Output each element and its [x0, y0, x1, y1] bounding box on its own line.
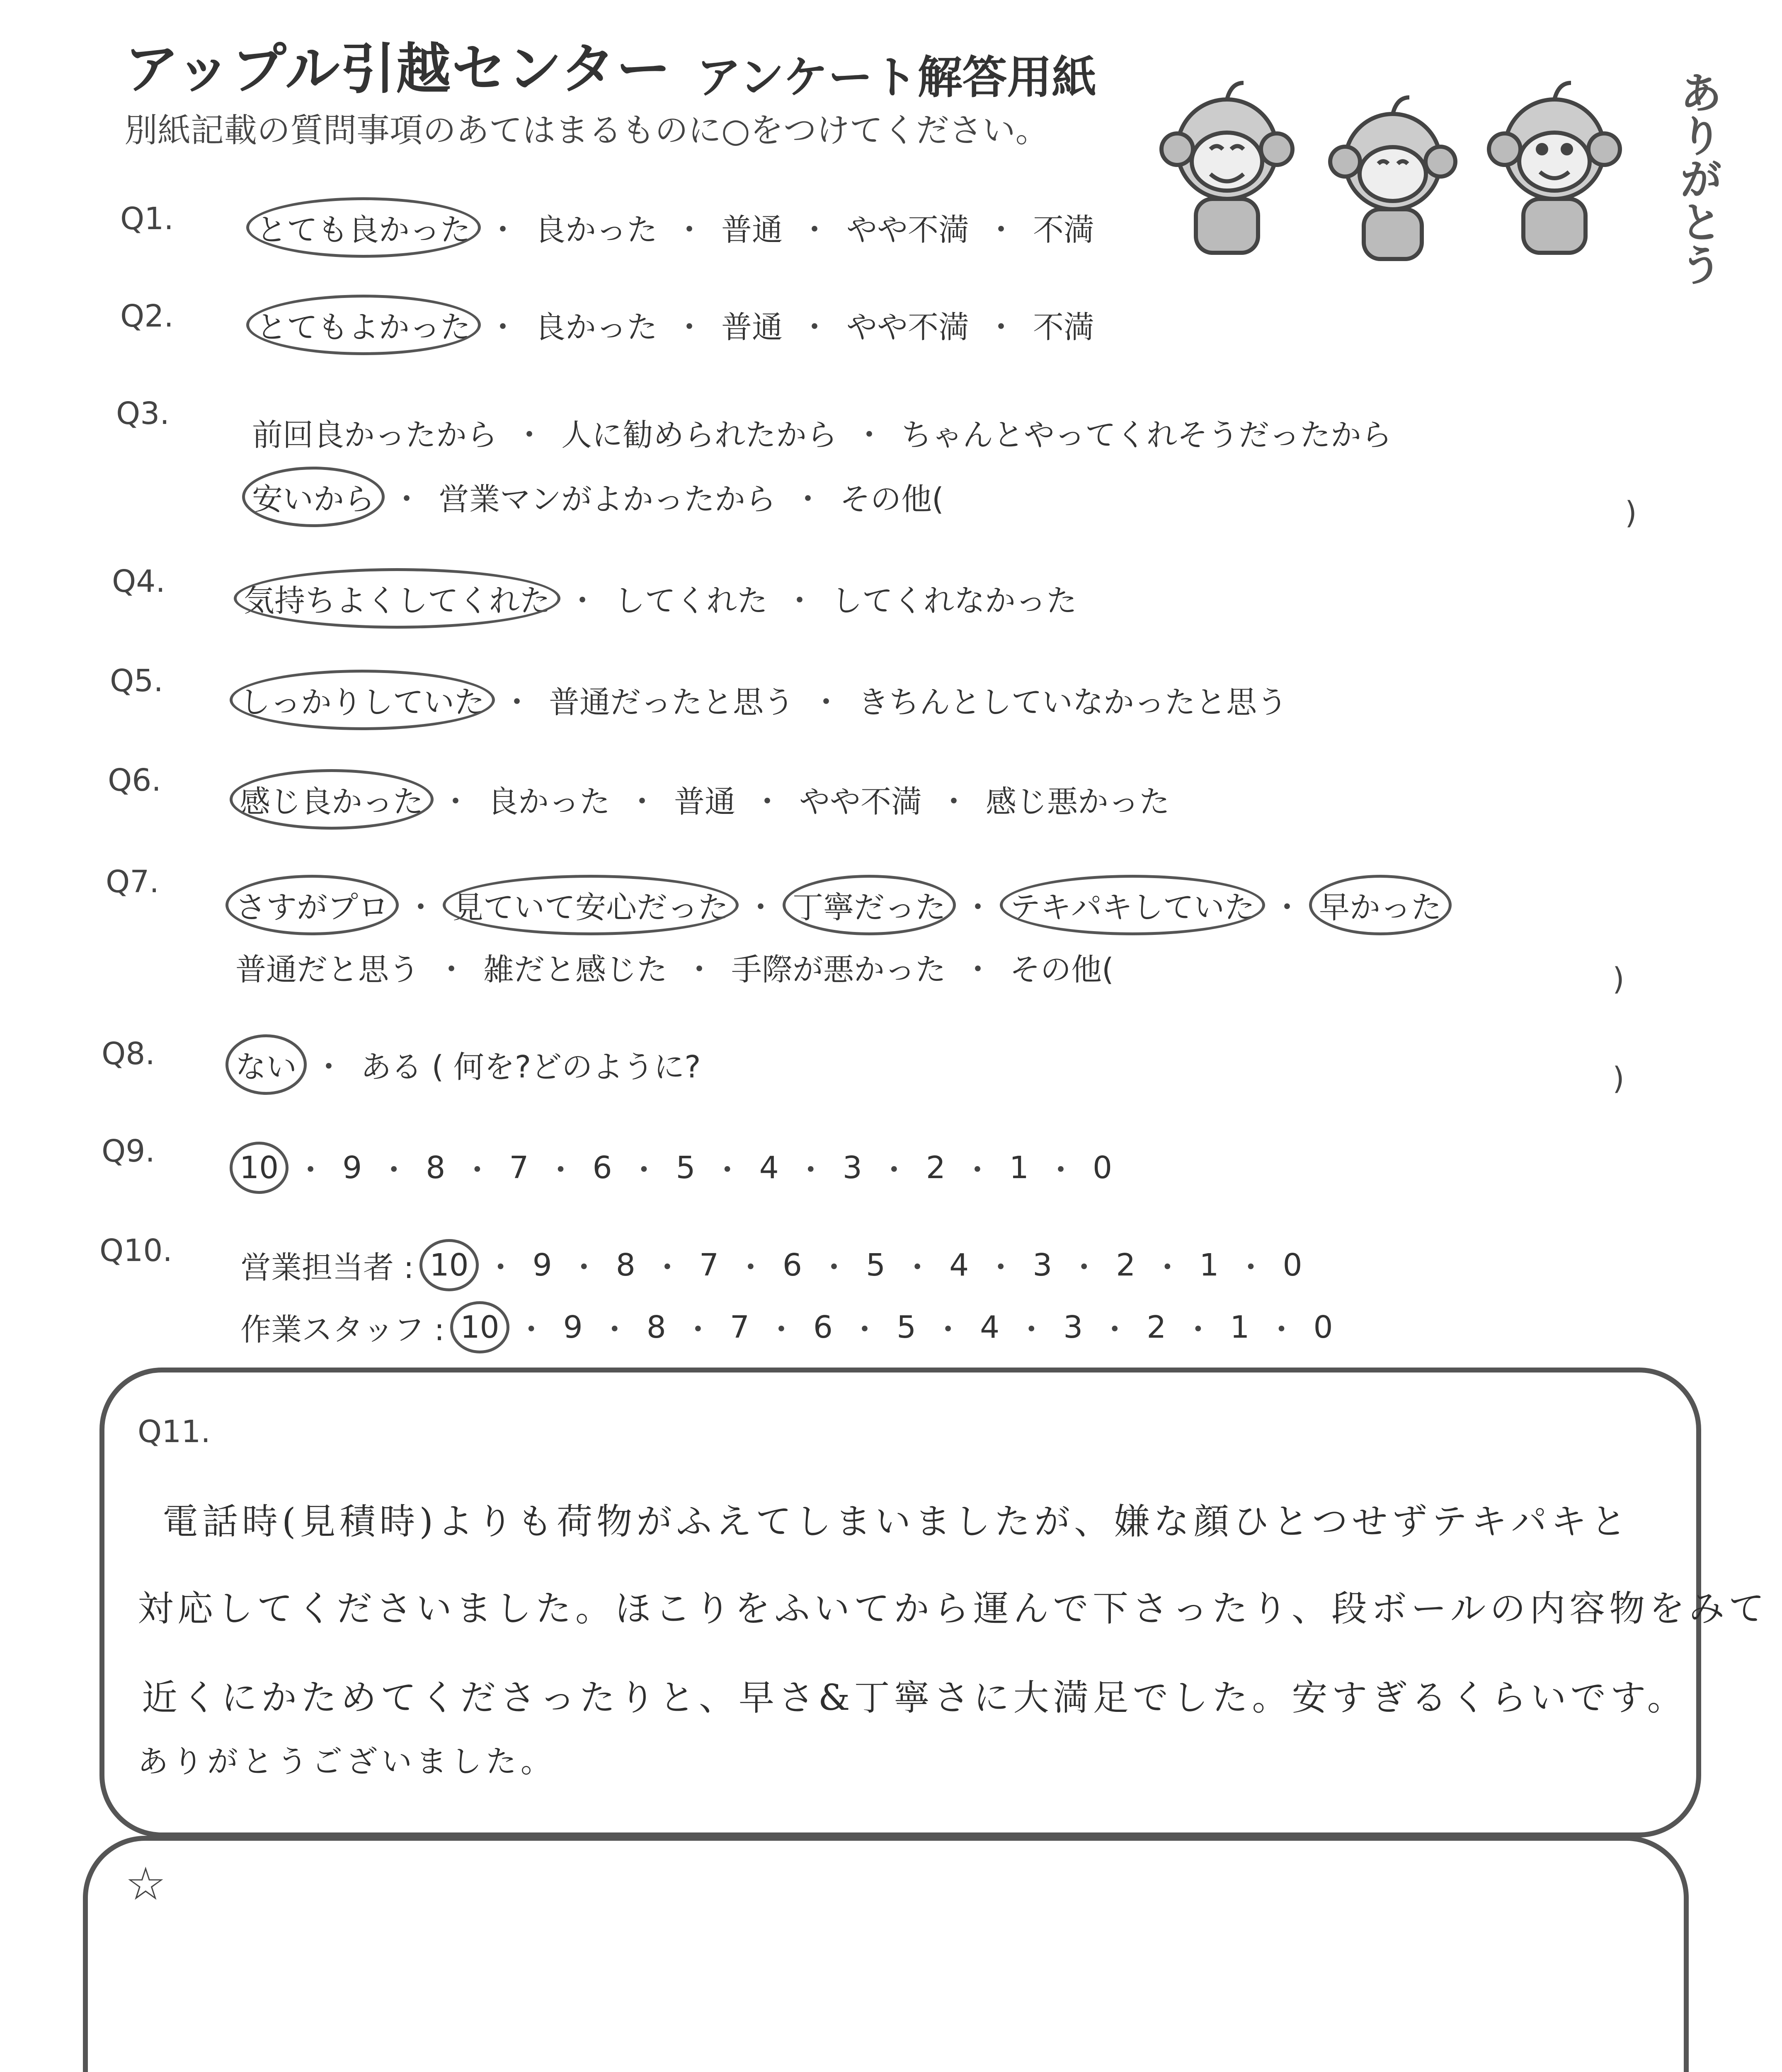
- q10-staff-score-7[interactable]: 7: [730, 1310, 749, 1345]
- q1-option-3[interactable]: 普通: [721, 212, 783, 248]
- q10-staff-score-10[interactable]: 10: [453, 1307, 507, 1348]
- q10-staff-score-1[interactable]: 1: [1230, 1310, 1250, 1345]
- q6-option-5[interactable]: 感じ悪かった: [986, 784, 1170, 820]
- q8-label: Q8.: [102, 1036, 155, 1072]
- q10-sales-score-8[interactable]: 8: [616, 1247, 635, 1283]
- monkey-middle: [1330, 97, 1455, 259]
- q6-option-3[interactable]: 普通: [674, 784, 735, 820]
- q7-other-close: ): [1612, 961, 1624, 997]
- q3-option-2[interactable]: 人に勧められたから: [561, 417, 837, 453]
- q5-label: Q5.: [110, 663, 163, 699]
- q9-score-3[interactable]: 3: [842, 1150, 862, 1186]
- q7-option-6[interactable]: 普通だと思う: [235, 952, 419, 988]
- q6-option-1[interactable]: 感じ良かった: [232, 775, 431, 824]
- q10-sales-score-5[interactable]: 5: [866, 1247, 886, 1283]
- q5-options: しっかりしていた ・ 普通だったと思う ・ きちんとしていなかったと思う: [232, 675, 1295, 724]
- q5-option-2[interactable]: 普通だったと思う: [549, 685, 794, 720]
- q7-option-other[interactable]: その他(: [1010, 952, 1114, 988]
- q9-score-9[interactable]: 9: [342, 1150, 362, 1186]
- q10-staff-score-6[interactable]: 6: [813, 1310, 833, 1345]
- q9-score-5[interactable]: 5: [676, 1150, 696, 1186]
- q10-sales-score-10[interactable]: 10: [422, 1245, 476, 1285]
- q10-sales-score-0[interactable]: 0: [1283, 1247, 1302, 1283]
- q9-score-6[interactable]: 6: [592, 1150, 612, 1186]
- q2-option-4[interactable]: やや不満: [846, 310, 969, 345]
- q10-label: Q10.: [99, 1233, 172, 1268]
- q6-label: Q6.: [108, 762, 161, 798]
- q7-option-2[interactable]: 見ていて安心だった: [445, 881, 736, 929]
- q9-score-4[interactable]: 4: [759, 1150, 779, 1186]
- q7-option-4[interactable]: テキパキしていた: [1002, 881, 1263, 929]
- q7-option-1[interactable]: さすがプロ: [228, 881, 396, 929]
- q10-staff-label: 作業スタッフ :: [240, 1312, 445, 1348]
- q9-score-7[interactable]: 7: [509, 1150, 529, 1186]
- q1-options: とても良かった ・ 良かった ・ 普通 ・ やや不満 ・ 不満: [249, 203, 1102, 252]
- mascot-thanks-text: ありがとう: [1672, 70, 1723, 286]
- q10-sales-score-7[interactable]: 7: [699, 1247, 719, 1283]
- q6-option-2[interactable]: 良かった: [487, 784, 610, 820]
- q3-option-other[interactable]: その他(: [840, 482, 944, 517]
- q10-staff-score-0[interactable]: 0: [1313, 1310, 1333, 1345]
- q10-staff-score-5[interactable]: 5: [897, 1310, 916, 1345]
- q3-option-3[interactable]: ちゃんとやってくれそうだったから: [901, 417, 1392, 453]
- form-subtitle: アンケート解答用紙: [696, 52, 1097, 104]
- q3-options-line1: 前回良かったから ・ 人に勧められたから ・ ちゃんとやってくれそうだったから: [245, 408, 1399, 457]
- q10-staff-score-3[interactable]: 3: [1063, 1310, 1083, 1345]
- q10-sales-score-9[interactable]: 9: [532, 1247, 552, 1283]
- instruction-text: 別紙記載の質問事項のあてはまるものに○をつけてください。: [124, 111, 1049, 150]
- q2-option-5[interactable]: 不満: [1033, 310, 1094, 345]
- q1-option-1[interactable]: とても良かった: [249, 203, 478, 252]
- q3-option-5[interactable]: 営業マンがよかったから: [439, 482, 776, 517]
- q5-option-1[interactable]: しっかりしていた: [232, 675, 492, 724]
- q3-other-close: ): [1625, 495, 1637, 531]
- q8-option-1[interactable]: ない: [228, 1040, 304, 1089]
- q2-options: とてもよかった ・ 良かった ・ 普通 ・ やや不満 ・ 不満: [249, 300, 1102, 349]
- q1-label: Q1.: [120, 201, 174, 237]
- q11-comment-line-2: 対応してくださいました。ほこりをふいてから運んで下さったり、段ボールの内容物をみて: [138, 1588, 1769, 1629]
- q6-options: 感じ良かった ・ 良かった ・ 普通 ・ やや不満 ・ 感じ悪かった: [232, 775, 1177, 824]
- mascot-illustration: [1144, 54, 1683, 269]
- q7-option-8[interactable]: 手際が悪かった: [731, 952, 946, 988]
- q1-option-4[interactable]: やや不満: [846, 212, 969, 248]
- q6-option-4[interactable]: やや不満: [799, 784, 922, 820]
- q9-scale: 10 ・ 9 ・ 8 ・ 7 ・ 6 ・ 5 ・ 4 ・ 3 ・ 2 ・ 1 ・ 0: [232, 1146, 1120, 1190]
- q1-option-2[interactable]: 良かった: [535, 212, 657, 248]
- q3-options-line2: 安いから ・ 営業マンがよかったから ・ その他(: [245, 472, 951, 521]
- q10-sales-score-2[interactable]: 2: [1116, 1247, 1136, 1283]
- q7-options-line2: 普通だと思う ・ 雑だと感じた ・ 手際が悪かった ・ その他(: [228, 943, 1121, 992]
- q10-sales-score-4[interactable]: 4: [949, 1247, 969, 1283]
- q2-option-3[interactable]: 普通: [721, 310, 783, 345]
- q3-option-4[interactable]: 安いから: [245, 472, 382, 521]
- q3-label: Q3.: [116, 396, 170, 431]
- q4-option-2[interactable]: してくれた: [614, 583, 768, 619]
- q5-option-3[interactable]: きちんとしていなかったと思う: [858, 685, 1287, 720]
- q9-score-8[interactable]: 8: [426, 1150, 446, 1186]
- q10-staff-row: 作業スタッフ : 10 ・ 9 ・ 8 ・ 7 ・ 6 ・ 5 ・ 4 ・ 3 ・ 2 ・ 1 ・ 0: [240, 1305, 1341, 1349]
- monkey-right: [1489, 83, 1620, 253]
- q1-option-5[interactable]: 不満: [1033, 212, 1094, 248]
- q10-staff-score-9[interactable]: 9: [563, 1310, 583, 1345]
- q2-option-1[interactable]: とてもよかった: [249, 300, 478, 349]
- q10-sales-score-1[interactable]: 1: [1199, 1247, 1219, 1283]
- q10-staff-score-2[interactable]: 2: [1147, 1310, 1166, 1345]
- q11-label: Q11.: [138, 1414, 211, 1450]
- q9-score-2[interactable]: 2: [926, 1150, 946, 1186]
- q10-sales-score-6[interactable]: 6: [782, 1247, 803, 1283]
- q11-comment-line-3: 近くにかためてくださったりと、早さ&丁寧さに大満足でした。安すぎるくらいです。: [142, 1677, 1687, 1719]
- q9-score-10[interactable]: 10: [232, 1147, 286, 1188]
- q7-options-line1: さすがプロ ・ 見ていて安心だった ・ 丁寧だった ・ テキパキしていた ・ 早かった: [228, 881, 1449, 929]
- star-icon: ☆: [125, 1857, 166, 1910]
- q4-option-3[interactable]: してくれなかった: [832, 583, 1077, 619]
- q10-sales-score-3[interactable]: 3: [1033, 1247, 1052, 1283]
- q4-label: Q4.: [112, 564, 165, 599]
- q10-sales-row: 営業担当者 : 10 ・ 9 ・ 8 ・ 7 ・ 6 ・ 5 ・ 4 ・ 3 ・ 2 ・ 1 ・ 0: [240, 1243, 1310, 1287]
- q9-label: Q9.: [102, 1133, 155, 1169]
- q8-options: ない ・ ある ( 何を?どのように?: [228, 1040, 708, 1089]
- company-title: アップル引越センター: [124, 37, 672, 101]
- q8-close: ): [1612, 1061, 1624, 1097]
- q11-comment-line-1: 電話時(見積時)よりも荷物がふえてしまいましたが、嫌な顔ひとつせずテキパキと: [162, 1501, 1631, 1542]
- q9-score-0[interactable]: 0: [1093, 1150, 1113, 1186]
- q2-option-2[interactable]: 良かった: [535, 310, 657, 345]
- q10-staff-score-4[interactable]: 4: [980, 1310, 1000, 1345]
- q10-sales-label: 営業担当者 :: [240, 1250, 414, 1285]
- q4-option-1[interactable]: 気持ちよくしてくれた: [236, 574, 558, 623]
- q7-option-7[interactable]: 雑だと感じた: [483, 952, 667, 988]
- q7-label: Q7.: [106, 864, 159, 900]
- q7-option-3[interactable]: 丁寧だった: [785, 881, 953, 929]
- q10-staff-score-8[interactable]: 8: [646, 1310, 666, 1345]
- monkey-left: [1161, 83, 1292, 253]
- q9-score-1[interactable]: 1: [1009, 1150, 1029, 1186]
- q3-option-1[interactable]: 前回良かったから: [252, 417, 497, 453]
- q2-label: Q2.: [120, 298, 174, 334]
- q8-option-2[interactable]: ある ( 何を?どのように?: [361, 1049, 701, 1085]
- q11-comment-line-4: ありがとうございました。: [138, 1744, 555, 1779]
- q7-option-5[interactable]: 早かった: [1312, 881, 1449, 929]
- q11-comment-box[interactable]: [99, 1368, 1769, 1837]
- free-comment-box[interactable]: [83, 1836, 1689, 2072]
- q4-options: 気持ちよくしてくれた ・ してくれた ・ してくれなかった: [236, 574, 1084, 623]
